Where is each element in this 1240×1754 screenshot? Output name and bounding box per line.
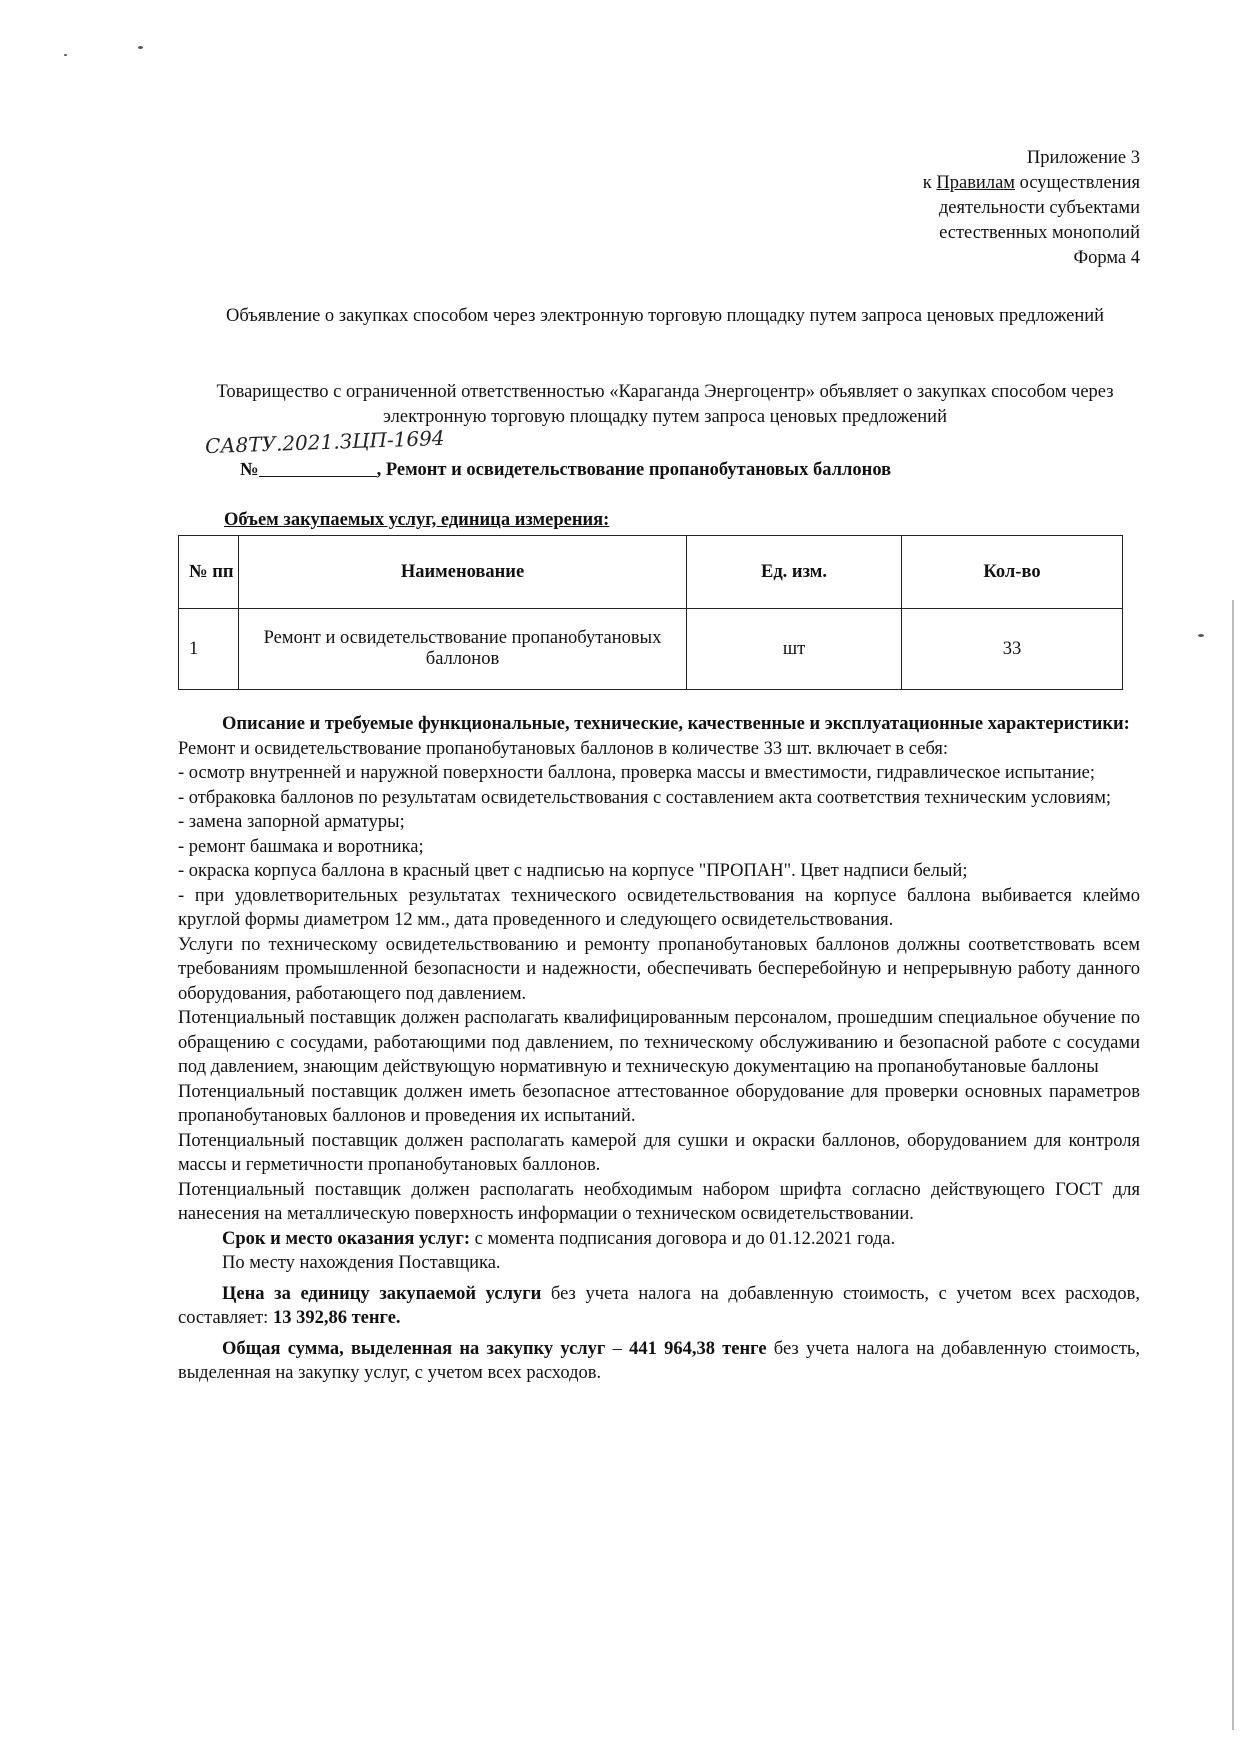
- list-item: - при удовлетворительных результатах технического освидетельствования на корпусе баллона выбивается клеймо круглой формы диаметром 12 мм., дата проведенного и следующего освидетельствования.: [178, 885, 1140, 930]
- terms-place: По месту нахождения Поставщика.: [222, 1253, 501, 1273]
- volume-heading: Объем закупаемых услуг, единица измерения:: [224, 510, 610, 530]
- scan-speck: [64, 54, 67, 56]
- form-number: Форма 4: [1073, 248, 1140, 268]
- appendix-line-3: деятельности субъектами: [938, 198, 1140, 218]
- list-item: - окраска корпуса баллона в красный цвет с надписью на корпусе "ПРОПАН". Цвет надписи белый;: [178, 861, 968, 881]
- scan-edge-line: [1232, 600, 1234, 1730]
- body-paragraph: Потенциальный поставщик должен располагать камерой для сушки и окраски баллонов, оборудованием для контроля массы и герметичности пропанобутановых баллонов.: [178, 1130, 1140, 1175]
- document-title: Объявление о закупках способом через электронную торговую площадку путем запроса ценовых предложений: [225, 306, 1105, 326]
- unit-price-paragraph: [178, 1282, 1140, 1331]
- number-blank: [259, 458, 377, 477]
- table-header-row: [179, 536, 1123, 609]
- table-row: [179, 609, 1123, 690]
- total-paragraph: [178, 1337, 1140, 1386]
- body-paragraph: Потенциальный поставщик должен иметь безопасное аттестованное оборудование для проверки основных параметров пропанобутановых баллонов и проведения их испытаний.: [178, 1081, 1140, 1126]
- scan-speck: [138, 46, 143, 49]
- list-item: - осмотр внутренней и наружной поверхности баллона, проверка массы и вместимости, гидравлическое испытание;: [178, 763, 1096, 783]
- appendix-line-4: естественных монополий: [939, 223, 1140, 243]
- handwritten-note: СА8ТУ.2021.ЗЦП-1694: [204, 425, 445, 459]
- description-intro: Ремонт и освидетельствование пропанобутановых баллонов в количестве 33 шт. включает в себя:: [178, 738, 949, 759]
- cell-name: Ремонт и освидетельствование пропанобутановых баллонов: [239, 609, 687, 690]
- total-label: Общая сумма, выделенная на закупку услуг: [222, 1338, 606, 1359]
- unit-price-label: Цена за единицу закупаемой услуги: [222, 1283, 542, 1304]
- unit-price-value: 13 392,86 тенге.: [272, 1308, 401, 1328]
- header-num: № пп: [179, 536, 239, 609]
- rules-link[interactable]: Правилам: [936, 173, 1015, 193]
- header-unit: Ед. изм.: [687, 536, 902, 609]
- unit-price-text: без учета налога на добавленную стоимость, с учетом всех расходов, составляет:: [178, 1283, 1140, 1328]
- items-table: [178, 535, 1123, 690]
- body-paragraph: Потенциальный поставщик должен располагать необходимым набором шрифта согласно действующего ГОСТ для нанесения на металлическую поверхность информации о техническом освидетельствовании.: [178, 1179, 1140, 1224]
- cell-unit: шт: [687, 609, 902, 690]
- terms-label: Срок и место оказания услуг:: [222, 1228, 471, 1249]
- description-section: [178, 712, 1140, 1386]
- appendix-line-2: [923, 171, 1140, 196]
- appendix-line-1: Приложение 3: [1026, 148, 1140, 168]
- list-item: - ремонт башмака и воротника;: [178, 836, 424, 857]
- total-text: без учета налога на добавленную стоимость, выделенная на закупку услуг, с учетом всех расходов.: [178, 1338, 1140, 1383]
- total-dash: –: [605, 1338, 630, 1359]
- appendix-line-2-suffix: осуществления: [1014, 173, 1140, 193]
- header-qty: Кол-во: [902, 536, 1123, 609]
- appendix-block: [923, 146, 1140, 271]
- body-paragraph: Потенциальный поставщик должен располагать квалифицированным персоналом, прошедшим специальное обучение по обращению с сосудами, работающими под давлением, по техническому обслуживанию и безопасной работе с сосудами под давлением, знающим действующую нормативную и техническую документацию на пропанобутановые баллоны: [178, 1008, 1140, 1077]
- header-name: Наименование: [239, 536, 687, 609]
- body-paragraph: Услуги по техническому освидетельствованию и ремонту пропанобутановых баллонов должны соответствовать всем требованиям промышленной безопасности и надежности, обеспечивать бесперебойную и непрерывную работу данного оборудования, работающего под давлением.: [178, 934, 1140, 1004]
- intro-paragraph: Товарищество с ограниченной ответственностью «Караганда Энергоцентр» объявляет о закупках способом через электронную торговую площадку путем запроса ценовых предложений: [216, 382, 1114, 427]
- terms-text: с момента подписания договора и до 01.12.2021 года.: [470, 1228, 896, 1249]
- cell-qty: 33: [902, 609, 1123, 690]
- list-item: - отбраковка баллонов по результатам освидетельствования с составлением акта соответствия техническим условиям;: [178, 787, 1112, 808]
- scan-speck: [1198, 634, 1204, 637]
- appendix-line-2-prefix: к: [922, 173, 937, 193]
- terms-paragraph: [178, 1227, 1140, 1252]
- description-heading: Описание и требуемые функциональные, технические, качественные и эксплуатационные характеристики:: [222, 714, 1130, 734]
- total-value: 441 964,38 тенге: [629, 1338, 767, 1359]
- procurement-number-line: [240, 458, 891, 481]
- procurement-subject: , Ремонт и освидетельствование пропанобутановых баллонов: [376, 460, 892, 480]
- cell-num: 1: [179, 609, 239, 690]
- list-item: - замена запорной арматуры;: [178, 812, 405, 832]
- number-sign: №: [240, 460, 259, 480]
